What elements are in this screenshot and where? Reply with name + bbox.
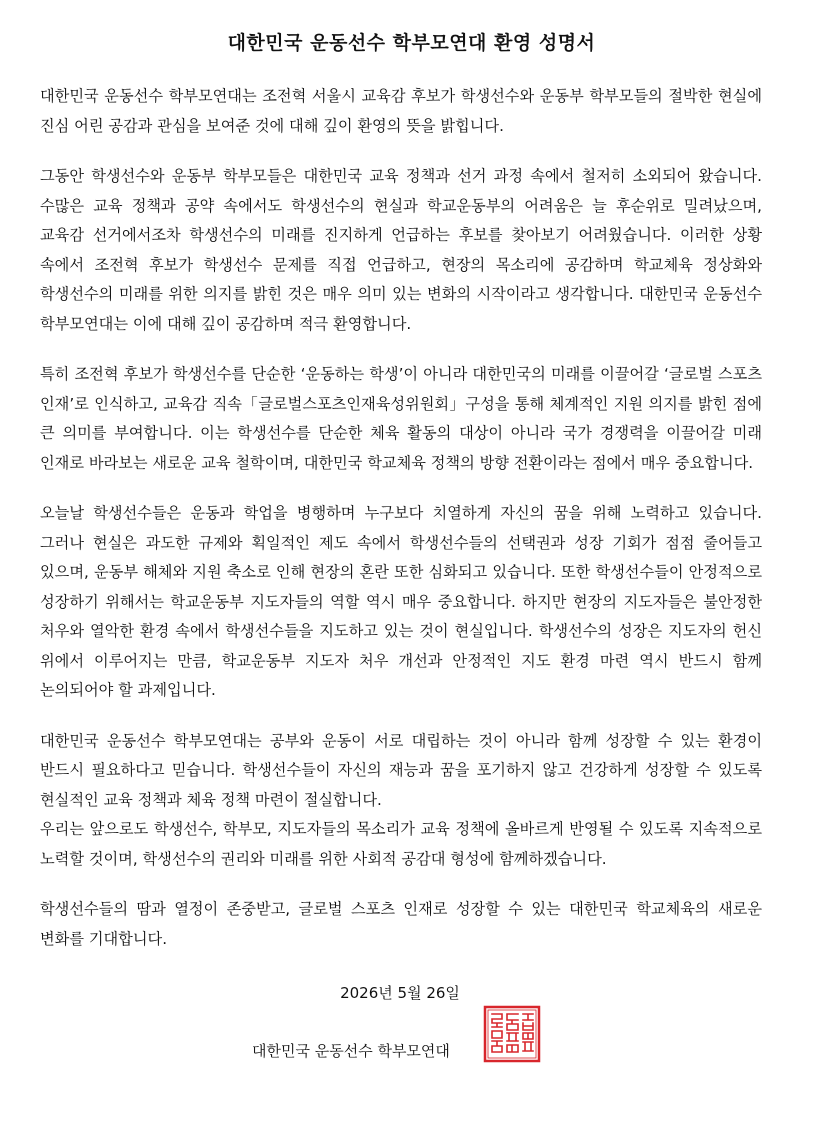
document-date: 2026년 5월 26일 [340,984,460,1002]
official-seal-icon [483,1005,541,1063]
paragraph-current-reality: 오늘날 학생선수들은 운동과 학업을 병행하며 누구보다 치열하게 자신의 꿈을 위해 노력하고 있습니다. 그러나 현실은 과도한 규제와 획일적인 제도 속에서 학생선수들의 선택권과 성장 기회가 점점 줄어들고 있으며, 운동부 해체와 지원 축소로 인해 현장의 혼란 또한 심화되고 있습니다. 또한 학생선수들이 안정적으로 성장하기 위해서는 학교운동부 지도자들의 역할 역시 매우 중요합니다. 하지만 현장의 지도자들은 불안정한 처우와 열악한 환경 속에서 학생선수들을 지도하고 있는 것이 현실입니다. 학생선수의 성장은 지도자의 헌신 위에서 이루어지는 만큼, 학교운동부 지도자 처우 개선과 안정적인 지도 환경 마련 역시 반드시 함께 논의되어야 할 과제입니다. [40,504,762,699]
signer-name: 대한민국 운동선수 학부모연대 [252,1042,450,1060]
paragraph-intro: 대한민국 운동선수 학부모연대는 조전혁 서울시 교육감 후보가 학생선수와 운동부 학부모들의 절박한 현실에 진심 어린 공감과 관심을 보여준 것에 대해 깊이 환영의 뜻을 밝힙니다. [40,87,762,135]
paragraph-belief: 대한민국 운동선수 학부모연대는 공부와 운동이 서로 대립하는 것이 아니라 함께 성장할 수 있는 환경이 반드시 필요하다고 믿습니다. 학생선수들이 자신의 재능과 꿈을 포기하지 않고 건강하게 성장할 수 있도록 현실적인 교육 정책과 체육 정책 마련이 절실합니다. [40,731,762,809]
document-body [40,82,762,975]
paragraph-commitment: 우리는 앞으로도 학생선수, 학부모, 지도자들의 목소리가 교육 정책에 올바르게 반영될 수 있도록 지속적으로 노력할 것이며, 학생선수의 권리와 미래를 위한 사회적 공감대 형성에 함께하겠습니다. [40,820,762,868]
paragraph-closing: 학생선수들의 땀과 열정이 존중받고, 글로벌 스포츠 인재로 성장할 수 있는 대한민국 학교체육의 새로운 변화를 기대합니다. [40,900,762,948]
paragraph-background: 그동안 학생선수와 운동부 학부모들은 대한민국 교육 정책과 선거 과정 속에서 철저히 소외되어 왔습니다. 수많은 교육 정책과 공약 속에서도 학생선수의 현실과 학교운동부의 어려움은 늘 후순위로 밀려났으며, 교육감 선거에서조차 학생선수의 미래를 진지하게 언급하는 후보를 찾아보기 어려웠습니다. 이러한 상황 속에서 조전혁 후보가 학생선수 문제를 직접 언급하고, 현장의 목소리에 공감하며 학교체육 정상화와 학생선수의 미래를 위한 의지를 밝힌 것은 매우 의미 있는 변화의 시작이라고 생각합니다. 대한민국 운동선수 학부모연대는 이에 대해 깊이 공감하며 적극 환영합니다. [40,167,762,333]
paragraph-global-talent: 특히 조전혁 후보가 학생선수를 단순한 ‘운동하는 학생’이 아니라 대한민국의 미래를 이끌어갈 ‘글로벌 스포츠 인재’로 인식하고, 교육감 직속「글로벌스포츠인재육성위원회」구성을 통해 체계적인 지원 의지를 밝힌 점에 큰 의미를 부여합니다. 이는 학생선수를 단순한 체육 활동의 대상이 아니라 국가 경쟁력을 이끌어갈 미래 인재로 바라보는 새로운 교육 철학이며, 대한민국 학교체육 정책의 방향 전환이라는 점에서 매우 중요합니다. [40,365,762,472]
document-title: 대한민국 운동선수 학부모연대 환영 성명서 [227,32,596,54]
